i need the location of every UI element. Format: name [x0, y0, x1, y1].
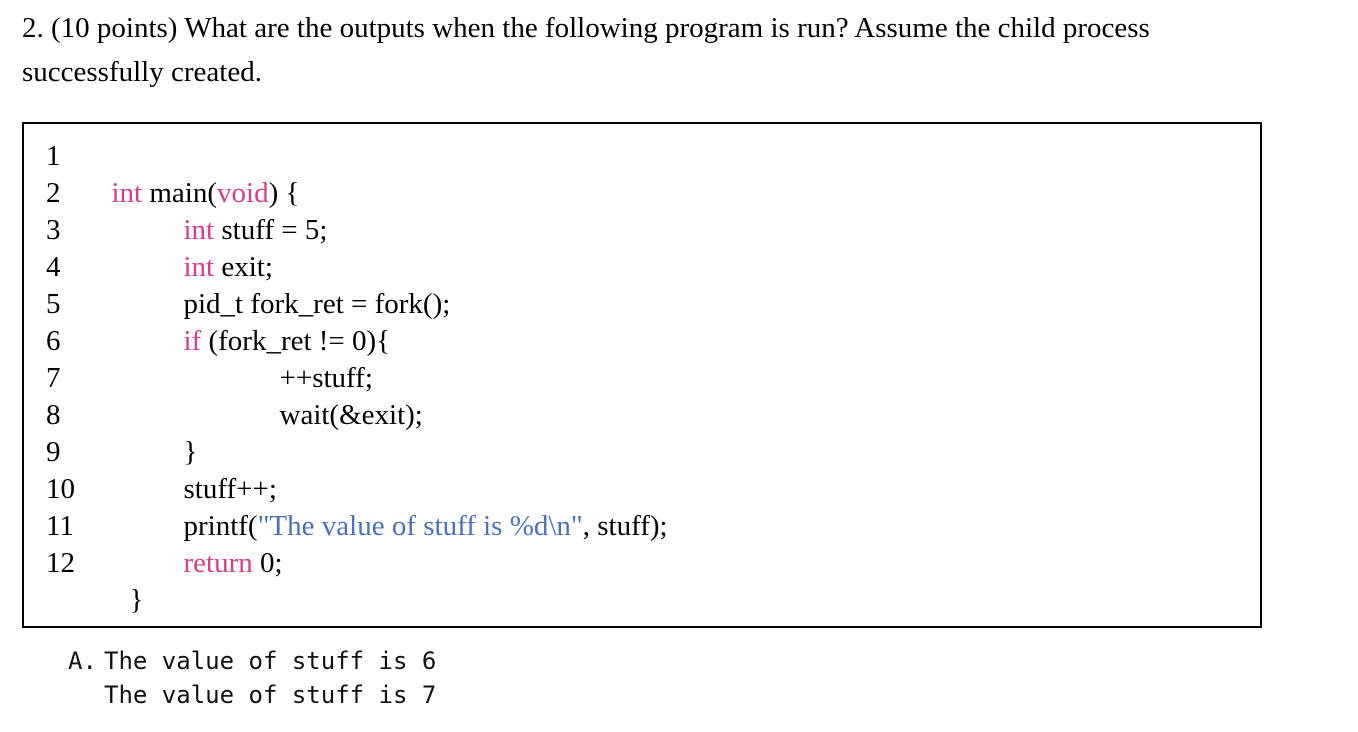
code-box [22, 122, 1262, 628]
code-segment: stuff = 5; [214, 214, 328, 246]
keyword: void [217, 177, 269, 209]
code-segment: ) { [268, 177, 300, 209]
code-line-8 [46, 397, 198, 468]
code-line-1 [46, 138, 300, 209]
line-number: 6 [46, 325, 61, 357]
keyword: if [183, 325, 202, 357]
answer-line-2: The value of stuff is 7 [104, 681, 437, 709]
code-text [86, 545, 143, 656]
line-number: 10 [46, 473, 75, 505]
code-segment: main( [142, 177, 218, 209]
question-line-2: successfully created. [22, 56, 262, 88]
code-line-12 [46, 545, 144, 616]
code-segment: } [129, 584, 144, 616]
answer-line-1: The value of stuff is 6 [104, 647, 437, 675]
line-number: 3 [46, 214, 61, 246]
line-number: 12 [46, 547, 75, 579]
code-segment: printf( [183, 510, 258, 542]
line-number: 5 [46, 288, 61, 320]
code-segment: exit; [214, 251, 273, 283]
string-literal: "The value of stuff is %d\n" [257, 510, 583, 542]
answer-label: A. [68, 647, 97, 675]
code-segment: stuff++; [183, 473, 277, 505]
code-segment: , stuff); [582, 510, 668, 542]
line-number: 7 [46, 362, 61, 394]
keyword: int [111, 177, 143, 209]
line-number: 11 [46, 510, 74, 542]
keyword: return [183, 547, 253, 579]
line-number: 2 [46, 177, 61, 209]
keyword: int [183, 214, 215, 246]
line-number: 9 [46, 436, 61, 468]
code-segment: ++stuff; [279, 362, 373, 394]
question-line-1: 2. (10 points) What are the outputs when the following program is run? Assume the child process [22, 12, 1150, 44]
keyword: int [183, 251, 215, 283]
code-segment: (fork_ret != 0){ [201, 325, 391, 357]
code-segment: wait(&exit); [279, 399, 423, 431]
code-text [140, 508, 283, 619]
line-number: 8 [46, 399, 61, 431]
question-text [22, 6, 1332, 94]
line-number: 4 [46, 251, 61, 283]
line-number: 1 [46, 140, 61, 172]
code-segment: 0; [252, 547, 283, 579]
code-segment: } [183, 436, 198, 468]
code-segment: pid_t fork_ret = fork(); [183, 288, 451, 320]
